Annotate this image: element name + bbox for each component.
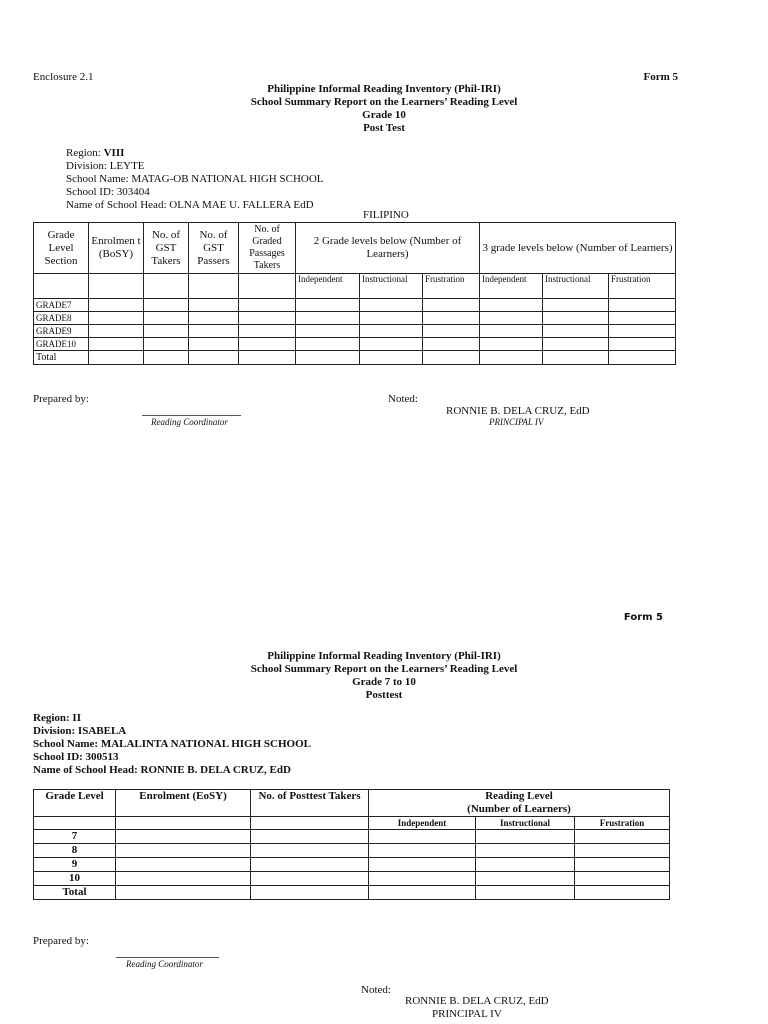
row-label: Total bbox=[34, 886, 116, 900]
noted-label: Noted: bbox=[361, 984, 391, 996]
title-line: Grade 7 to 10 bbox=[352, 676, 416, 688]
title-line: Grade 10 bbox=[362, 109, 406, 121]
title-line: Post Test bbox=[363, 122, 405, 134]
region-line: Region: II bbox=[33, 712, 81, 724]
table-row bbox=[34, 844, 670, 858]
signature-line bbox=[116, 957, 219, 958]
table-row bbox=[34, 299, 676, 312]
principal-name: RONNIE B. DELA CRUZ, EdD bbox=[405, 995, 549, 1007]
coordinator-label: Reading Coordinator bbox=[151, 417, 228, 427]
header-posttest-takers: No. of Posttest Takers bbox=[251, 790, 369, 817]
school-name-line: School Name: MALALINTA NATIONAL HIGH SCHOOL bbox=[33, 738, 311, 750]
table-row bbox=[34, 312, 676, 325]
header-graded-passages: No. of Graded Passages Takers bbox=[239, 223, 296, 274]
enclosure-label: Enclosure 2.1 bbox=[33, 71, 94, 83]
report-title bbox=[184, 83, 584, 135]
table-row bbox=[34, 351, 676, 365]
school-head-line: Name of School Head: OLNA MAE U. FALLERA EdD bbox=[66, 199, 314, 211]
table-row bbox=[34, 886, 670, 900]
school-id-line: School ID: 300513 bbox=[33, 751, 119, 763]
title-line: Philippine Informal Reading Inventory (Phil-IRI) bbox=[267, 650, 501, 662]
table-row bbox=[34, 338, 676, 351]
table-row bbox=[34, 872, 670, 886]
header-two-levels-below: 2 Grade levels below (Number of Learners) bbox=[296, 223, 480, 274]
principal-title: PRINCIPAL IV bbox=[432, 1008, 502, 1020]
row-label: GRADE8 bbox=[34, 312, 89, 325]
subheader-instructional: Instructional bbox=[476, 817, 575, 830]
header-enrolment: Enrolment (EoSY) bbox=[116, 790, 251, 817]
row-label: 9 bbox=[34, 858, 116, 872]
subheader-independent: Independent bbox=[480, 274, 543, 299]
row-label: 7 bbox=[34, 830, 116, 844]
subheader-frustration: Frustration bbox=[423, 274, 480, 299]
school-info bbox=[66, 147, 324, 212]
header-gst-passers: No. of GST Passers bbox=[189, 223, 239, 274]
subheader-instructional: Instructional bbox=[543, 274, 609, 299]
division-line: Division: ISABELA bbox=[33, 725, 127, 737]
header-enrolment: Enrolmen t (BoSY) bbox=[89, 223, 144, 274]
subject-label: FILIPINO bbox=[363, 209, 409, 221]
noted-label: Noted: bbox=[388, 393, 418, 405]
report-title bbox=[184, 650, 584, 702]
row-label: 8 bbox=[34, 844, 116, 858]
posttest-table bbox=[33, 789, 670, 900]
region-line: Region: VIII bbox=[66, 147, 125, 159]
division-line: Division: LEYTE bbox=[66, 160, 145, 172]
row-label: 10 bbox=[34, 872, 116, 886]
signature-line bbox=[142, 415, 241, 416]
row-label: GRADE10 bbox=[34, 338, 89, 351]
title-line: Philippine Informal Reading Inventory (Phil-IRI) bbox=[267, 83, 501, 95]
title-line: Posttest bbox=[365, 689, 403, 701]
form-label: Form 5 bbox=[643, 71, 678, 83]
header-gst-takers: No. of GST Takers bbox=[144, 223, 189, 274]
header-reading-level: Reading Level (Number of Learners) bbox=[369, 790, 670, 817]
table-row bbox=[34, 830, 670, 844]
prepared-by-label: Prepared by: bbox=[33, 393, 89, 405]
subheader-independent: Independent bbox=[296, 274, 360, 299]
summary-table bbox=[33, 222, 676, 365]
subheader-instructional: Instructional bbox=[360, 274, 423, 299]
school-info bbox=[33, 712, 311, 777]
title-line: School Summary Report on the Learners’ Reading Level bbox=[250, 663, 518, 675]
subheader-frustration: Frustration bbox=[575, 817, 670, 830]
form-label: Form 5 bbox=[623, 612, 663, 623]
header-grade-level: Grade Level bbox=[34, 790, 116, 817]
school-name-line: School Name: MATAG-OB NATIONAL HIGH SCHOOL bbox=[66, 173, 324, 185]
school-head-line: Name of School Head: RONNIE B. DELA CRUZ, EdD bbox=[33, 764, 291, 776]
principal-name: RONNIE B. DELA CRUZ, EdD bbox=[446, 405, 590, 417]
coordinator-label: Reading Coordinator bbox=[126, 959, 203, 969]
school-id-line: School ID: 303404 bbox=[66, 186, 150, 198]
principal-title: PRINCIPAL IV bbox=[489, 417, 544, 427]
subheader-independent: Independent bbox=[369, 817, 476, 830]
row-label: GRADE7 bbox=[34, 299, 89, 312]
header-three-levels-below: 3 grade levels below (Number of Learners) bbox=[480, 223, 676, 274]
prepared-by-label: Prepared by: bbox=[33, 935, 89, 947]
row-label: GRADE9 bbox=[34, 325, 89, 338]
header-grade-level-section: Grade Level Section bbox=[34, 223, 89, 274]
table-row bbox=[34, 325, 676, 338]
subheader-frustration: Frustration bbox=[609, 274, 676, 299]
row-label: Total bbox=[34, 351, 89, 365]
table-row bbox=[34, 858, 670, 872]
title-line: School Summary Report on the Learners’ Reading Level bbox=[250, 96, 518, 108]
